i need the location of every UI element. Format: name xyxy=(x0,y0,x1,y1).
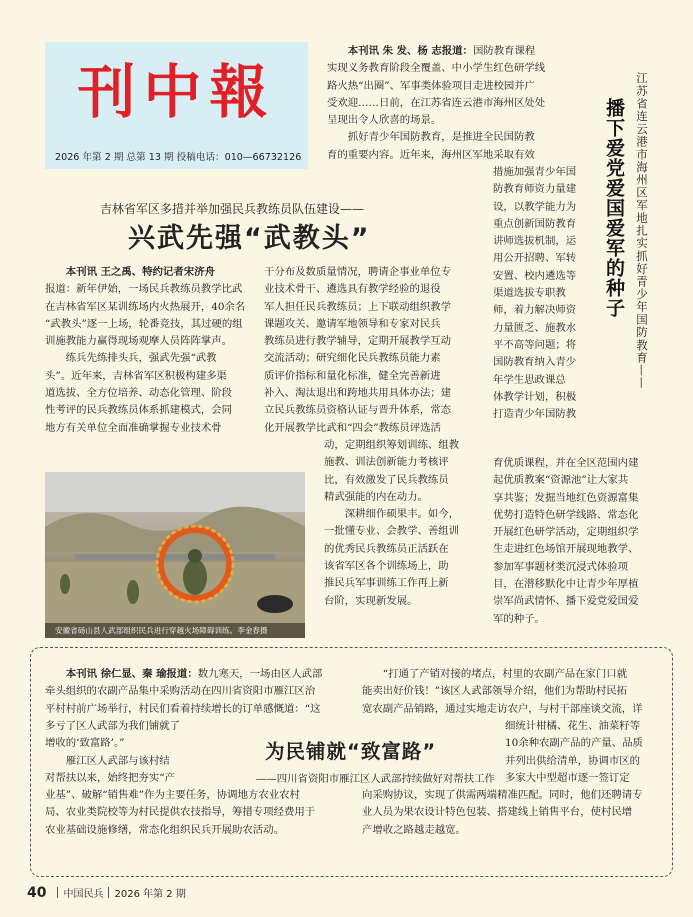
article1-line: 用公开招聘、军转 xyxy=(493,252,577,265)
article3-left-mid xyxy=(45,718,215,787)
article2-line: 军人担任民兵教练员；上下联动组织教学 xyxy=(264,300,452,313)
article2-line: 该省军区各个训练场上，助 xyxy=(324,560,449,573)
article3-line: 并列出供给清单，协调市区的 xyxy=(505,754,641,767)
article1-line: 享共鉴；发掘当地红色资源富集 xyxy=(493,491,639,504)
article3-line: 局、农业类院校等为村民提供农技指导，筹措专项经费用于 xyxy=(45,806,316,819)
article2-col1 xyxy=(45,264,250,437)
article3-line: 本刊讯 徐仁显、秦 瑜报道：数九寒天，一场由区人武部 xyxy=(65,668,323,680)
article2-line: 训施教能力赢得现场观摩人员阵阵掌声。 xyxy=(45,335,233,348)
issue-label: 2026 年第 2 期 xyxy=(114,889,186,900)
article2-line: 报道：新年伊始，一场民兵教练员教学比武 xyxy=(45,283,243,296)
article3-line: 多亏了区人武部为我们铺就了 xyxy=(45,720,181,732)
masthead-info: 2026 年第 2 期 总第 13 期 投稿电话：010—66732126 xyxy=(55,152,302,163)
article2-line: 补入、淘汰退出和跨地共用具体办法；建 xyxy=(264,387,452,400)
photo-illustration xyxy=(45,472,305,638)
masthead-box xyxy=(45,42,308,169)
footer-divider xyxy=(108,887,109,898)
article1-line: 路火热“出圈”、军事类体验项目走进校园并广 xyxy=(327,79,536,92)
photo-caption: 安徽省砀山县人武部组织民兵进行穿越火场障碍训练。李金春摄 xyxy=(45,623,305,638)
article2-line: “武教头”逐一上场，轮番竞技，其过硬的组 xyxy=(45,317,243,330)
article1-line: 生走进红色场馆开展现地教学、 xyxy=(493,543,639,556)
article2-line: 头”。近年来，吉林省军区积极构建多渠 xyxy=(45,369,227,382)
article3-right-mid xyxy=(505,718,658,787)
article1-bottom xyxy=(493,455,656,628)
article1-line: 实现义务教育阶段全覆盖、中小学生红色研学线 xyxy=(327,62,546,75)
masthead-title: 刊中報 xyxy=(77,58,276,126)
article1-line: 讲师选拔机制，运 xyxy=(493,235,577,248)
article2-line: 深耕细作硕果丰。如今， xyxy=(344,508,460,521)
article3-line: 能卖出好价钱！”该区人武部领导介绍，他们为帮助村民拓 xyxy=(362,685,628,698)
article3-line: 业人员为果农设计特色包装、搭建线上销售平台，使村民增 xyxy=(362,806,633,819)
article2-line: 课题攻关、邀请军地领导和专家对民兵 xyxy=(264,317,441,330)
article2-line: 施教、训法创新能力考核评 xyxy=(324,456,449,469)
training-photo xyxy=(45,472,305,638)
article2-kicker: 吉林省军区多措并举加强民兵教练员队伍建设—— xyxy=(100,202,365,216)
article3-line: 多家大中型超市逐一签订定 xyxy=(505,771,630,784)
article1-line: 渠道选拔专职教 xyxy=(493,287,566,300)
article2-line: 干分布及数质量情况，聘请企事业单位专 xyxy=(264,266,452,278)
article2-line: 在吉林省军区某训练场内火热展开，40余名 xyxy=(45,300,246,313)
article3-right-top xyxy=(362,666,658,718)
article3-line: 宽农副产品销路，通过实地走访农户，与村干部座谈交流，详 xyxy=(362,702,643,715)
article1-line: 安置、校内遴选等 xyxy=(493,269,577,282)
page-number: 40 xyxy=(27,885,47,901)
article2-line: 练兵先练排头兵，强武先强“武教 xyxy=(65,352,217,365)
article3-left-bottom xyxy=(45,787,345,839)
article1-subtitle: 江苏省连云港市海州区军地扎实抓好青少年国防教育—— xyxy=(635,72,649,390)
article1-headline: 播下爱党爱国爱军的种子 xyxy=(603,98,625,318)
article1-line: 平不高等问题；将 xyxy=(493,338,577,351)
article3-line: 牵头组织的农副产品集中采购活动在四川省资阳市雁江区治 xyxy=(45,685,316,698)
article3-line: 细统计柑橘、花生、油菜籽等 xyxy=(505,720,641,732)
article3-left-top xyxy=(45,666,345,718)
article1-line: 育的重要内容。近年来，海州区军地采取有效 xyxy=(327,148,535,161)
article3-line: 对帮扶以来，始终把夯实“产 xyxy=(45,771,175,784)
article1-line: 开展红色研学活动，定期组织学 xyxy=(493,526,639,539)
article1-line: 防教育师资力量建 xyxy=(493,183,577,196)
article1-line: 呈现出令人欣喜的场景。 xyxy=(327,114,442,127)
article1-line: 力量匮乏、施教水 xyxy=(493,321,577,334)
article1-line: 受欢迎……日前，在江苏省连云港市海州区处处 xyxy=(327,96,546,109)
article2-byline: 本刊讯 王之禹、特约记者宋济舟 xyxy=(65,266,215,278)
article1-line: 抓好青少年国防教育，是推进全民国防教 xyxy=(347,131,535,144)
article3-line: 向采购协议，实现了供需两端精准匹配。同时，他们还聘请专 xyxy=(362,789,643,801)
article3-line: 10余种农副产品的产量、品质 xyxy=(505,737,643,750)
article2-col2-cont xyxy=(324,437,478,610)
article1-line: 年学生思政课总 xyxy=(493,373,566,386)
article1-line: 措施加强青少年国 xyxy=(493,166,577,178)
article1-line: 军的种子。 xyxy=(493,612,545,625)
article3-line: 平村村前广场举行，村民们看着持续增长的订单感慨道：“这 xyxy=(45,702,321,715)
article3-line: 农业基础设施修缮，常态化组织民兵开展助农活动。 xyxy=(45,823,284,836)
article1-line: 体教学计划，积极 xyxy=(493,390,577,403)
magazine-name: 中国民兵 xyxy=(63,889,104,900)
article1-line: 打造青少年国防教 xyxy=(493,408,577,421)
article3-line: 业基”、破解“销售难”作为主要任务，协调地方农业农村 xyxy=(45,789,300,801)
article1-line: 国防教育纳入青少 xyxy=(493,356,577,369)
article1-line: 育优质课程，并在全区范围内建 xyxy=(493,457,639,469)
article3-right-bottom xyxy=(362,787,658,839)
article1-top xyxy=(327,43,590,164)
article1-line: 优势打造特色研学线路、常态化 xyxy=(493,508,639,521)
article2-line: 比，有效激发了民兵教练员 xyxy=(324,473,449,486)
article1-byline: 本刊讯 朱 发、杨 志报道： xyxy=(347,45,473,57)
article2-line: 地方有关单位全面准确掌握专业技术骨 xyxy=(45,421,222,434)
article2-line: 业技术骨干、遴选具有教学经验的退役 xyxy=(264,283,441,296)
article2-line: 立民兵教练员资格认证与晋升体系，常态 xyxy=(264,404,452,417)
article1-line: 本刊讯 朱 发、杨 志报道：国防教育课程 xyxy=(347,45,536,57)
article3-byline: 本刊讯 徐仁显、秦 瑜报道： xyxy=(65,668,198,680)
article2-line: 性考评的民兵教练员体系抓建模式，会同 xyxy=(45,404,233,417)
article3-subtitle: ——四川省资阳市雁江区人武部持续做好对帮扶工作 xyxy=(256,773,495,785)
article2-line: 化开展教学比武和“四会”教练员评选活 xyxy=(264,421,441,434)
article2-line: 一批懂专业、会教学、善组训 xyxy=(324,525,460,538)
article2-line: 交流活动；研究细化民兵教练员能力素 xyxy=(264,352,441,365)
article3-line: 增收的‘致富路’。” xyxy=(45,737,125,750)
article2-byline-line xyxy=(45,264,250,281)
article2-line: 质评价指标和量化标准，健全完善新进 xyxy=(264,369,441,382)
article1-line: 师，着力解决师资 xyxy=(493,304,577,317)
article2-headline: 兴武先强“武教头” xyxy=(128,223,371,254)
article1-line: 崇军尚武情怀、播下爱党爱国爱 xyxy=(493,595,639,608)
article2-col2 xyxy=(264,264,478,437)
article1-line: 起优质教案“资源池”让大家共 xyxy=(493,474,629,487)
article1-line: 目，在潜移默化中让青少年厚植 xyxy=(493,578,639,591)
article1-line: 设，以教学能力为 xyxy=(493,200,577,213)
article2-line: 推民兵军事训练工作再上新 xyxy=(324,577,449,590)
article2-line: 的优秀民兵教练员正活跃在 xyxy=(324,542,449,555)
article3-line: 雁江区人武部与该村结 xyxy=(65,754,170,767)
article2-line: 精武强能的内在动力。 xyxy=(324,490,428,503)
article1-narrow xyxy=(493,164,593,423)
article2-line: 台阶，实现新发展。 xyxy=(324,594,418,607)
article3-headline: 为民铺就“致富路” xyxy=(265,740,437,763)
article2-line: 教练员进行教学辅导，定期开展教学互动 xyxy=(264,335,452,348)
article2-line: 动，定期组织筹划训练、组教 xyxy=(324,439,460,451)
article3-line: 产增收之路越走越宽。 xyxy=(362,823,466,836)
footer-divider xyxy=(57,887,58,898)
article2-line: 道选拔、全方位培养、动态化管理、阶段 xyxy=(45,387,233,400)
article3-line: “打通了产销对接的堵点，村里的农副产品在家门口就 xyxy=(382,668,628,680)
page-footer xyxy=(27,885,186,901)
article1-line: 重点创新国防教育 xyxy=(493,217,577,230)
article1-line: 参加军事题材类沉浸式体验项 xyxy=(493,560,629,573)
